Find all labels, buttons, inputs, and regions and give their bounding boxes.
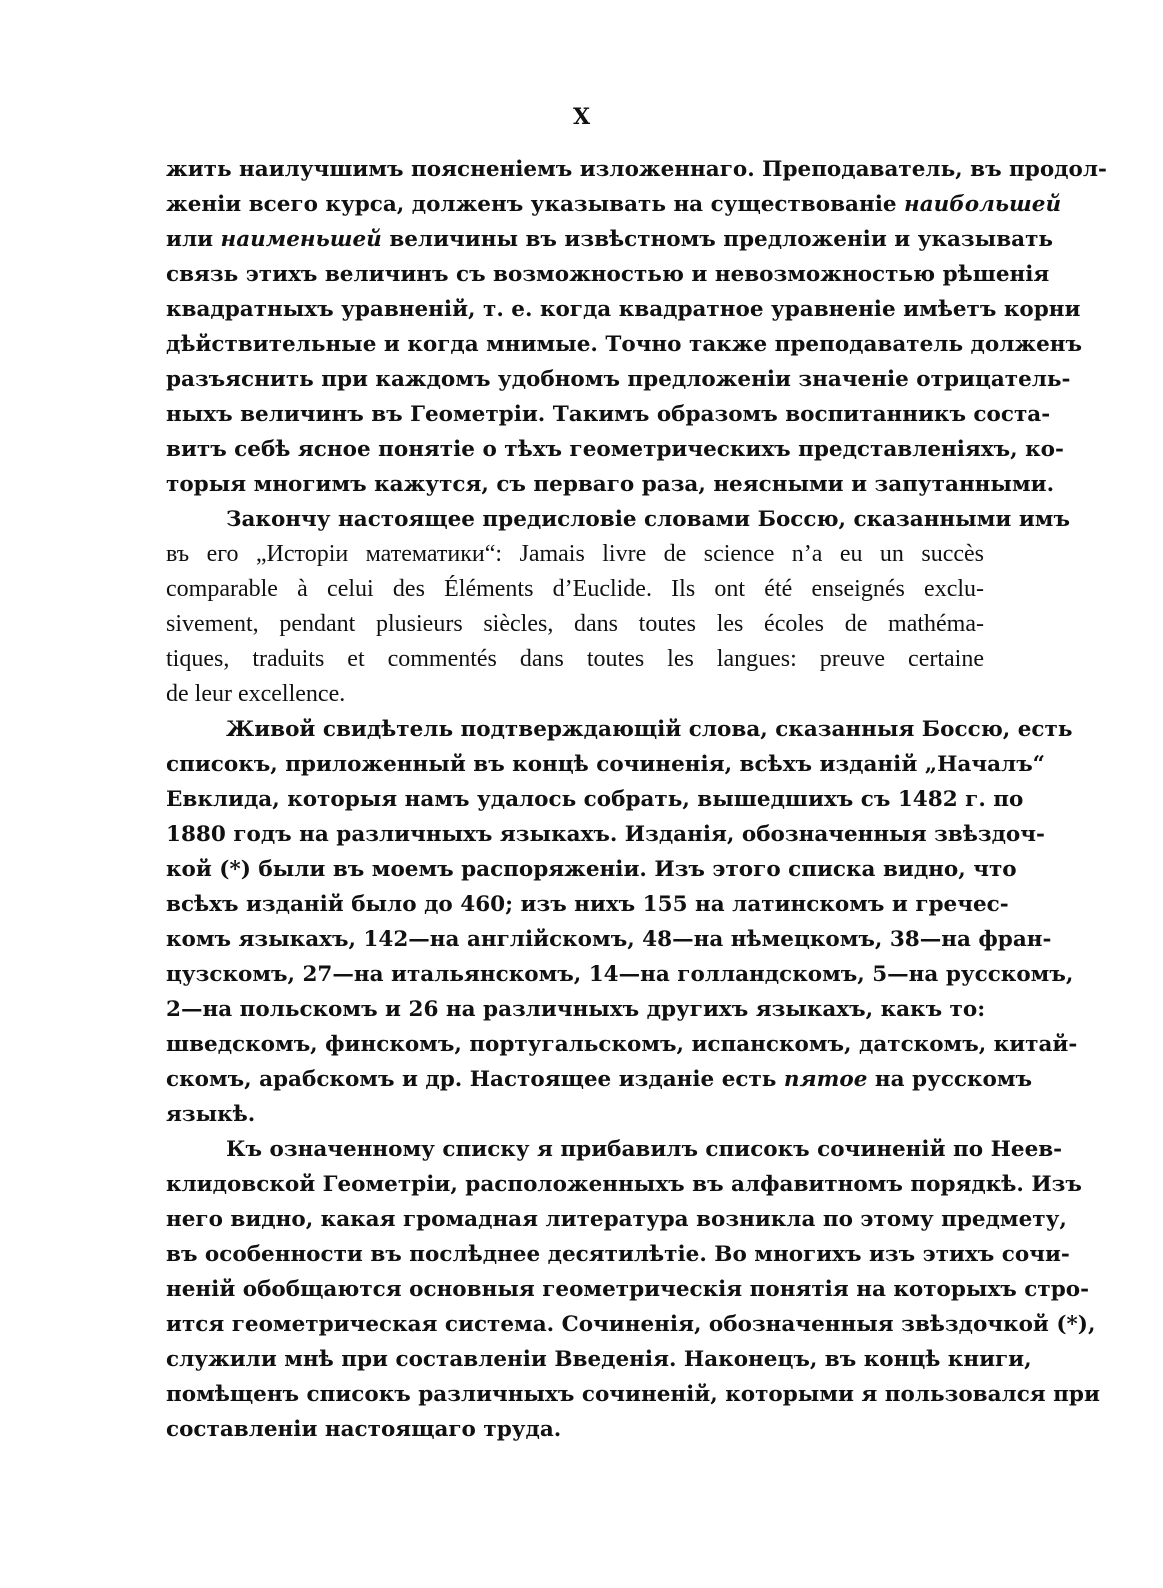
- paragraph: [166, 712, 1078, 1132]
- text-line: Живой свидѣтель подтверждающій слова, сказанныя Боссю, есть: [226, 717, 1073, 742]
- body-text: [166, 152, 1107, 1447]
- text-line: кой (*) были въ моемъ распоряженіи. Изъ этого списка видно, что: [166, 857, 1017, 882]
- text-line: въ его „Исторіи математики“: Jamais livre de science n’a eu un succès: [166, 541, 984, 567]
- paragraph: [166, 152, 1107, 502]
- text-line: всѣхъ изданій было до 460; изъ нихъ 155 на латинскомъ и гречес-: [166, 892, 1009, 917]
- text-line: языкѣ.: [166, 1102, 256, 1127]
- text-line: Къ означенному списку я прибавилъ списокъ сочиненій по Неев-: [226, 1137, 1063, 1162]
- text-line: шведскомъ, финскомъ, португальскомъ, испанскомъ, датскомъ, китай-: [166, 1032, 1078, 1057]
- text-line: дѣйствительные и когда мнимые. Точно также преподаватель долженъ: [166, 332, 1082, 357]
- text-line: служили мнѣ при составленіи Введенія. Наконецъ, въ концѣ книги,: [166, 1347, 1032, 1372]
- text-line: цузскомъ, 27—на итальянскомъ, 14—на голландскомъ, 5—на русскомъ,: [166, 962, 1074, 987]
- text-line: помѣщенъ списокъ различныхъ сочиненій, которыми я пользовался при: [166, 1382, 1100, 1407]
- text-line: жить наилучшимъ поясненіемъ изложеннаго. Преподаватель, въ продол-: [166, 157, 1107, 182]
- emphasis: пятое: [783, 1067, 868, 1092]
- emphasis: наибольшей: [904, 192, 1062, 217]
- text-line: него видно, какая громадная литература возникла по этому предмету,: [166, 1207, 1067, 1232]
- text-line: клидовской Геометріи, расположенныхъ въ алфавитномъ порядкѣ. Изъ: [166, 1172, 1082, 1197]
- text-line: Закончу настоящее предисловіе словами Боссю, сказанными имъ: [226, 507, 1070, 532]
- text-line: Евклида, которыя намъ удалось собрать, вышедшихъ съ 1482 г. по: [166, 787, 1024, 812]
- text-line: de leur excellence.: [166, 681, 346, 707]
- paragraph: [166, 502, 1070, 712]
- text-line: или наименьшей величины въ извѣстномъ предложеніи и указывать: [166, 227, 1053, 252]
- text-line: списокъ, приложенный въ концѣ сочиненія, всѣхъ изданій „Началъ“: [166, 752, 1046, 777]
- text-line: составленіи настоящаго труда.: [166, 1417, 562, 1442]
- text-line: торыя многимъ кажутся, съ перваго раза, неясными и запутанными.: [166, 472, 1055, 497]
- text-line: витъ себѣ ясное понятіе о тѣхъ геометрическихъ представленіяхъ, ко-: [166, 437, 1064, 462]
- text-line: 2—на польскомъ и 26 на различныхъ другихъ языкахъ, какъ то:: [166, 997, 986, 1022]
- text-line: ится геометрическая система. Сочиненія, обозначенныя звѣздочкой (*),: [166, 1312, 1096, 1337]
- text-line: женіи всего курса, долженъ указывать на существованіе наибольшей: [166, 192, 1062, 217]
- text-line: tiques, traduits et commentés dans toutes les langues: preuve certaine: [166, 646, 984, 672]
- text-line: sivement, pendant plusieurs siècles, dans toutes les écoles de mathéma-: [166, 611, 984, 637]
- paragraph: [166, 1132, 1100, 1447]
- text-line: квадратныхъ уравненій, т. е. когда квадратное уравненіе имѣетъ корни: [166, 297, 1081, 322]
- text-line: въ особенности въ послѣднее десятилѣтіе. Во многихъ изъ этихъ сочи-: [166, 1242, 1070, 1267]
- text-line: comparable à celui des Éléments d’Euclide. Ils ont été enseignés exclu-: [166, 576, 984, 602]
- page-number: X: [572, 104, 591, 130]
- text-line: комъ языкахъ, 142—на англійскомъ, 48—на нѣмецкомъ, 38—на фран-: [166, 927, 1052, 952]
- text-line: 1880 годъ на различныхъ языкахъ. Изданія, обозначенныя звѣздоч-: [166, 822, 1045, 847]
- text-line: неній обобщаются основныя геометрическія понятія на которыхъ стро-: [166, 1277, 1089, 1302]
- text-line: ныхъ величинъ въ Геометріи. Такимъ образомъ воспитанникъ соста-: [166, 402, 1051, 427]
- emphasis: наименьшей: [220, 227, 382, 252]
- text-line: связь этихъ величинъ съ возможностью и невозможностью рѣшенія: [166, 262, 1050, 287]
- text-line: разъяснить при каждомъ удобномъ предложеніи значеніе отрицатель-: [166, 367, 1071, 392]
- text-line: скомъ, арабскомъ и др. Настоящее изданіе есть пятое на русскомъ: [166, 1067, 1033, 1092]
